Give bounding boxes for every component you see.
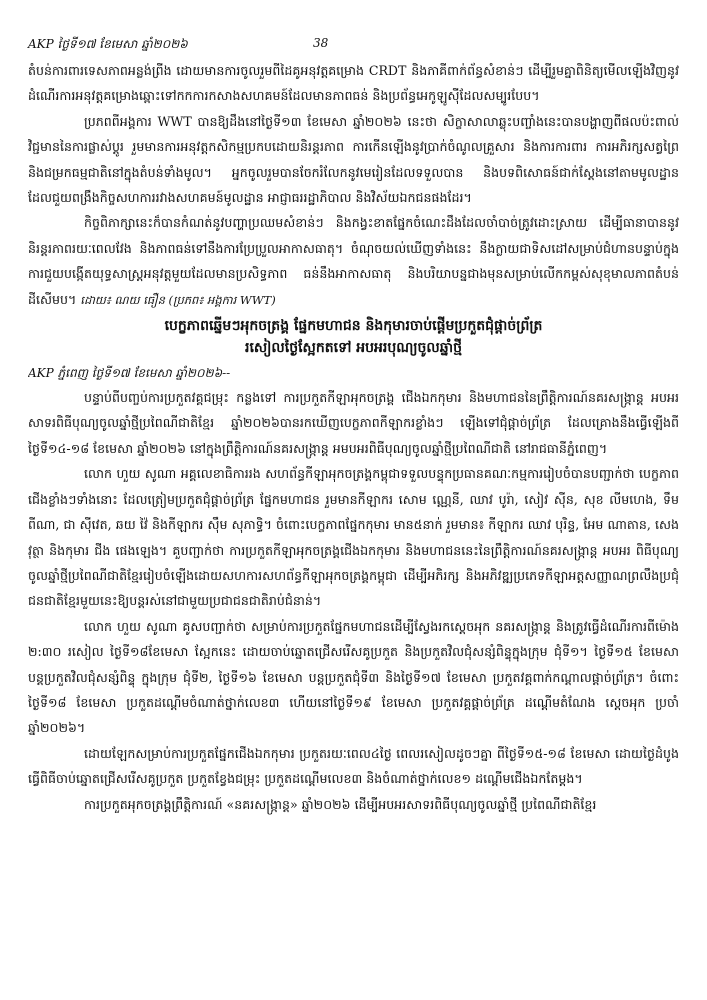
- article2-headline: [28, 315, 679, 359]
- article1-paragraph-3-text: កិច្ចពិភាក្សានេះក៏បានកំណត់នូវបញ្ហាប្រឈមសំខាន់ៗ និងកង្វះខាតផ្នែកចំណេះដឹងដែលចាំបាច់ត្រូវដោះស្រាយ ដើម្បីធានាបាននូវនិរន្តរភាពរយៈពេលវែង និងភាពធន់ទៅនឹងការប្រែប្រួលអាកាសធាតុ។ ចំណុចយល់ឃើញទាំងនេះ នឹងក្លាយជាទិសដៅសម្រាប់ជំហានបន្ទាប់ក្នុងការជួយបង្កើតយុទ្ធសាស្ត្រអនុវត្តមួយដែលមានប្រសិទ្ធភាព ធន់នឹងអាកាសធាតុ និងបរិយាបន្នជាងមុនសម្រាប់លើកកម្ពស់សុខុមាលភាពតំបន់ដីសើមប។: [28, 215, 679, 307]
- article1-paragraph-3: [28, 210, 679, 313]
- page-number: 38: [313, 36, 329, 50]
- article-body: [28, 58, 679, 993]
- article2-paragraph-3: លោក ហួយ សូណា គូសបញ្ជាក់ថា សម្រាប់ការប្រកួតផ្នែកមហាជនដើម្បីស្វែងរកស្តេចអុក នគរសង្ក្រាន្ត និងត្រូវធ្វើដំណើរការពីម៉ោង ២:៣០ រសៀល ថ្ងៃទី១៨ខែមេសា ស្អែកនេះ ដោយចាប់ឆ្នោតជ្រើសរើសគូប្រកួត និងប្រកួតវិលជុំសន្សំពិន្ទុក្នុងក្រុម ជុំទី១។ ថ្ងៃទី១៥ ខែមេសា បន្តប្រកួតវិលជុំសន្សំពិន្ទុ ក្នុងក្រុម ជុំទី២, ថ្ងៃទី១៦ ខែមេសា បន្តប្រកួតជុំទី៣ និងថ្ងៃទី១៧ ខែមេសា ប្រកួតវគ្គពាក់កណ្តាលផ្តាច់ព្រ័ត្រ។ ចំពោះថ្ងៃទី១៨ ខែមេសា ប្រកួតដណ្តើមចំណាត់ថ្នាក់លេខ៣ ហើយនៅថ្ងៃទី១៩ ខែមេសា ប្រកួតវគ្គផ្តាច់ព្រ័ត្រ ដណ្តើមតំណែង ស្តេចអុក ប្រចាំឆ្នាំ២០២៦។: [28, 618, 679, 736]
- article2-paragraph-5: ការប្រកួតអុកចត្រង្គព្រឹត្តិការណ៍ «នគរសង្ក្រាន្ត» ឆ្នាំ២០២៦ ដើម្បីអបអរសាទរពិធីបុណ្យចូលឆ្នាំថ្មី ប្រពៃណីជាតិខ្មែរ: [84, 796, 597, 812]
- article2-paragraph-1: បន្ទាប់ពីបញ្ចប់ការប្រកួតវគ្គជម្រុះ កន្លងទៅ ការប្រកួតកីឡាអុកចត្រង្គ ជើងឯកកុមារ និងមហាជននៃព្រឹត្តិការណ៍នគរសង្ក្រាន្ត អបអរសាទរពិធីបុណ្យចូលឆ្នាំថ្មីប្រពៃណីជាតិខ្មែរ ឆ្នាំ២០២៦បានរកឃើញបេក្ខភាពកីឡាករខ្លាំងៗ ឡើងទៅជុំផ្តាច់ព្រ័ត្រ ដែលគ្រោងនឹងធ្វើឡើងពីថ្ងៃទី១៤-១៨ ខែមេសា ឆ្នាំ២០២៦ នៅក្នុងព្រឹត្តិការណ៍នគរសង្ក្រាន្ត អមបអរពិធីបុណ្យចូលឆ្នាំថ្មីប្រពៃណីជាតិ នៅរាជធានីភ្នំពេញ។: [28, 390, 679, 456]
- page-header: [28, 36, 678, 54]
- article2-headline-line-1: បេក្ខភាពឆ្នើមៗអុកចត្រង្គ ផ្នែកមហាជន និងកុមារចាប់ផ្តើមប្រកួតជុំផ្តាច់ព្រ័ត្រ: [164, 318, 543, 335]
- article2-headline-line-2: រសៀលថ្ងៃស្អែកតទៅ អបអរបុណ្យចូលឆ្នាំថ្មី: [245, 340, 462, 357]
- article2-dateline: AKP ភ្នំពេញ ថ្ងៃទី១៧ ខែមេសា ឆ្នាំ២០២៦--: [28, 366, 231, 381]
- header-source: AKP ថ្ងៃទី១៧ ខែមេសា ឆ្នាំ២០២៦: [28, 37, 188, 51]
- article1-paragraph-2: ប្រភពពីអង្គការ WWT បានឱ្យដឹងនៅថ្ងៃទី១៣ ខែមេសា ឆ្នាំ២០២៦ នេះថា សិក្ខាសាលាឆ្លុះបញ្ចាំងនេះបានបង្ហាញពីផលប៉ះពាល់វិជ្ជមាននៃការផ្លាស់ប្តូរ រួមមានការអនុវត្តកសិកម្មប្រកបដោយនិរន្តរភាព ការកើនឡើងនូវប្រាក់ចំណូលគ្រួសារ និងការការពារ ការអភិរក្សសត្វព្រៃ និងជម្រកធម្មជាតិនៅក្នុងតំបន់ទាំងមូល។ អ្នកចូលរួមបានចែករំលែកនូវមេរៀនដែលទទួលបាន និងបទពិសោធន៍ជាក់ស្តែងនៅតាមមូលដ្ឋាន ដែលជួយពង្រឹងកិច្ចសហការរវាងសហគមន៍មូលដ្ឋាន អាជ្ញាធររដ្ឋាភិបាល និងវិស័យឯកជនផងដែរ។: [28, 113, 679, 206]
- article2-paragraph-4: ដោយឡែកសម្រាប់ការប្រកួតផ្នែកជើងឯកកុមារ ប្រកួតរយៈពេល៤ថ្ងៃ ពេលរសៀលដូចៗគ្នា ពីថ្ងៃទី១៥-១៨ ខែមេសា ដោយថ្ងៃដំបូងធ្វើពិធីចាប់ឆ្នោតជ្រើសរើសគូប្រកួត ប្រកួតខ្វែងជម្រុះ ប្រកួតដណ្តើមលេខ៣ និងចំណាត់ថ្នាក់លេខ១ ដណ្តើមជើងឯកតែម្តង។: [28, 745, 679, 787]
- article2-paragraph-2: លោក ហួយ សូណា អគ្គលេខាធិការរង សហព័ន្ធកីឡាអុកចត្រង្គកម្ពុជាទទួលបន្ទុកប្រធានគណៈកម្មការរៀបចំបានបញ្ជាក់ថា បេក្ខភាពជើងខ្លាំងៗទាំងនោះ ដែលត្រៀមប្រកួតជុំផ្តាច់ព្រ័ត្រ ផ្នែកមហាជន រួមមានកីឡាករ សោម ណ្ណេនី, ឈាវ បូរ៉ា, សៀវ ស៊ីន, សុខ លីមហេង, ទឹម ពីណា, ជា ស៊ីវេត, ឆយ វ៉ៃ និងកីឡាករ ស៊ឹម សុភាទ្ធិ។ ចំពោះបេក្ខភាពផ្នែកកុមារ មាន៥នាក់ រួមមាន៖ កីឡាករ ឈាវ បុរិន្ទ, អែម ណាតាន, សេង វុត្ថា និងកុមារ ជីង ផេងឡេង។ គួបញ្ជាក់ថា ការប្រកួតកីឡាអុកចត្រង្គជើងឯកកុមារ និងមហាជននេះនៃព្រឹត្តិការណ៍នគរសង្ក្រាន្ត អបអរ ពិធីបុណ្យចូលឆ្នាំថ្មីប្រពៃណីជាតិខ្មែររៀបចំឡើងដោយសហការសហព័ន្ធកីឡាអុកចត្រង្គកម្ពុជា ដើម្បីអភិរក្ស និងអភិវឌ្ឍប្រភេទកីឡាអត្តសញ្ញាណព្រលឹងប្រជុំជនជាតិខ្មែរមួយនេះឱ្យបន្តរស់នៅជាមួយប្រជាជនជាតិរាប់ជំនាន់។: [28, 466, 679, 609]
- article1-paragraph-1: តំបន់ការពារទេសភាពអន្លង់ព្រីង ដោយមានការចូលរួមពីដៃគូអនុវត្តគម្រោង CRDT និងភាគីពាក់ព័ន្ធសំខាន់ៗ ដើម្បីរួមគ្នាពិនិត្យមើលឡើងវិញនូវដំណើរការអនុវត្តគម្រោងឆ្ពោះទៅកកការកសាងសហគមន៍ដែលមានភាពធន់ និងប្រព័ន្ធអេកូឡូស៊ីដែលសម្បូរបែប។: [28, 63, 679, 104]
- article1-author: ដោយ៖ ណយ ធឿន (ប្រភព៖ អង្គការ WWT): [80, 292, 276, 307]
